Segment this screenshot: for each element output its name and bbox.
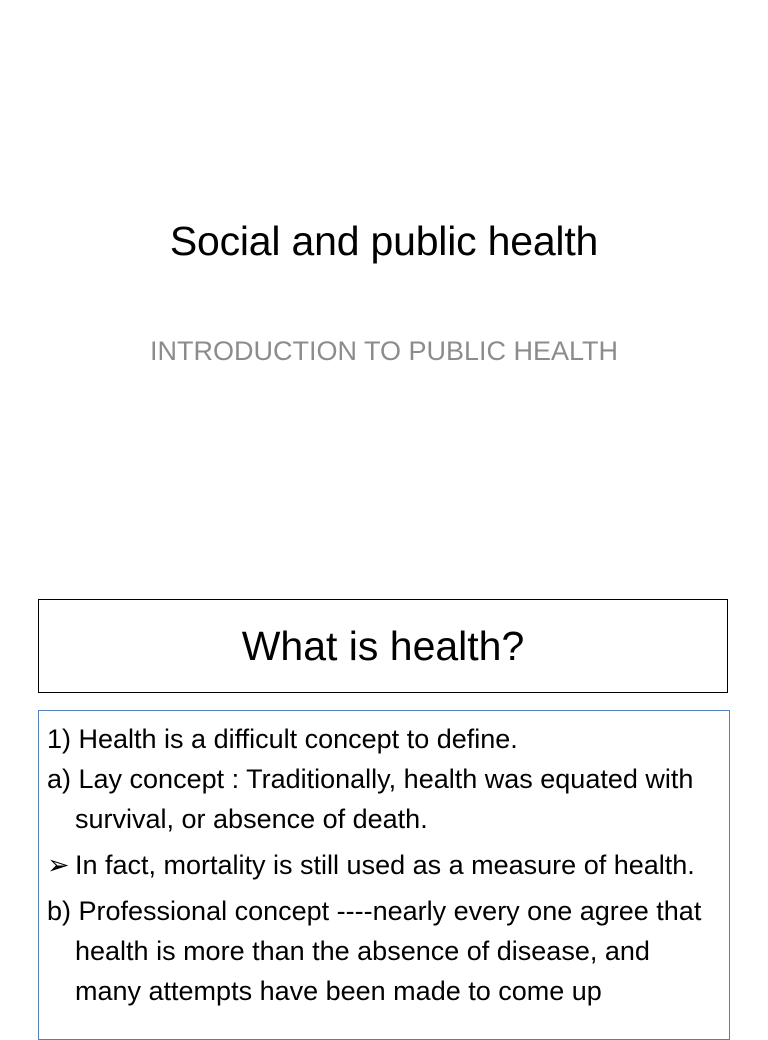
slide-2-title: What is health? [241,622,525,669]
slide-2-content-box [38,710,730,1040]
paragraph-definition: 1) Health is a difficult concept to define. [47,724,518,754]
paragraph-professional-concept: b) Professional concept ----nearly every one agree that health is more than the absence of disease, and many attempts have been made to come up [47,896,702,1006]
slide-subtitle: INTRODUCTION TO PUBLIC HEALTH [149,336,619,366]
arrow-bullet-icon: ➢ [47,850,70,880]
slide-2-title-box [38,599,728,693]
paragraph-lay-concept: a) Lay concept : Traditionally, health was equated with survival, or absence of death. [47,764,694,834]
paragraph-mortality: ➢ In fact, mortality is still used as a measure of health. [47,845,719,885]
slide-title: Social and public health [169,218,599,264]
